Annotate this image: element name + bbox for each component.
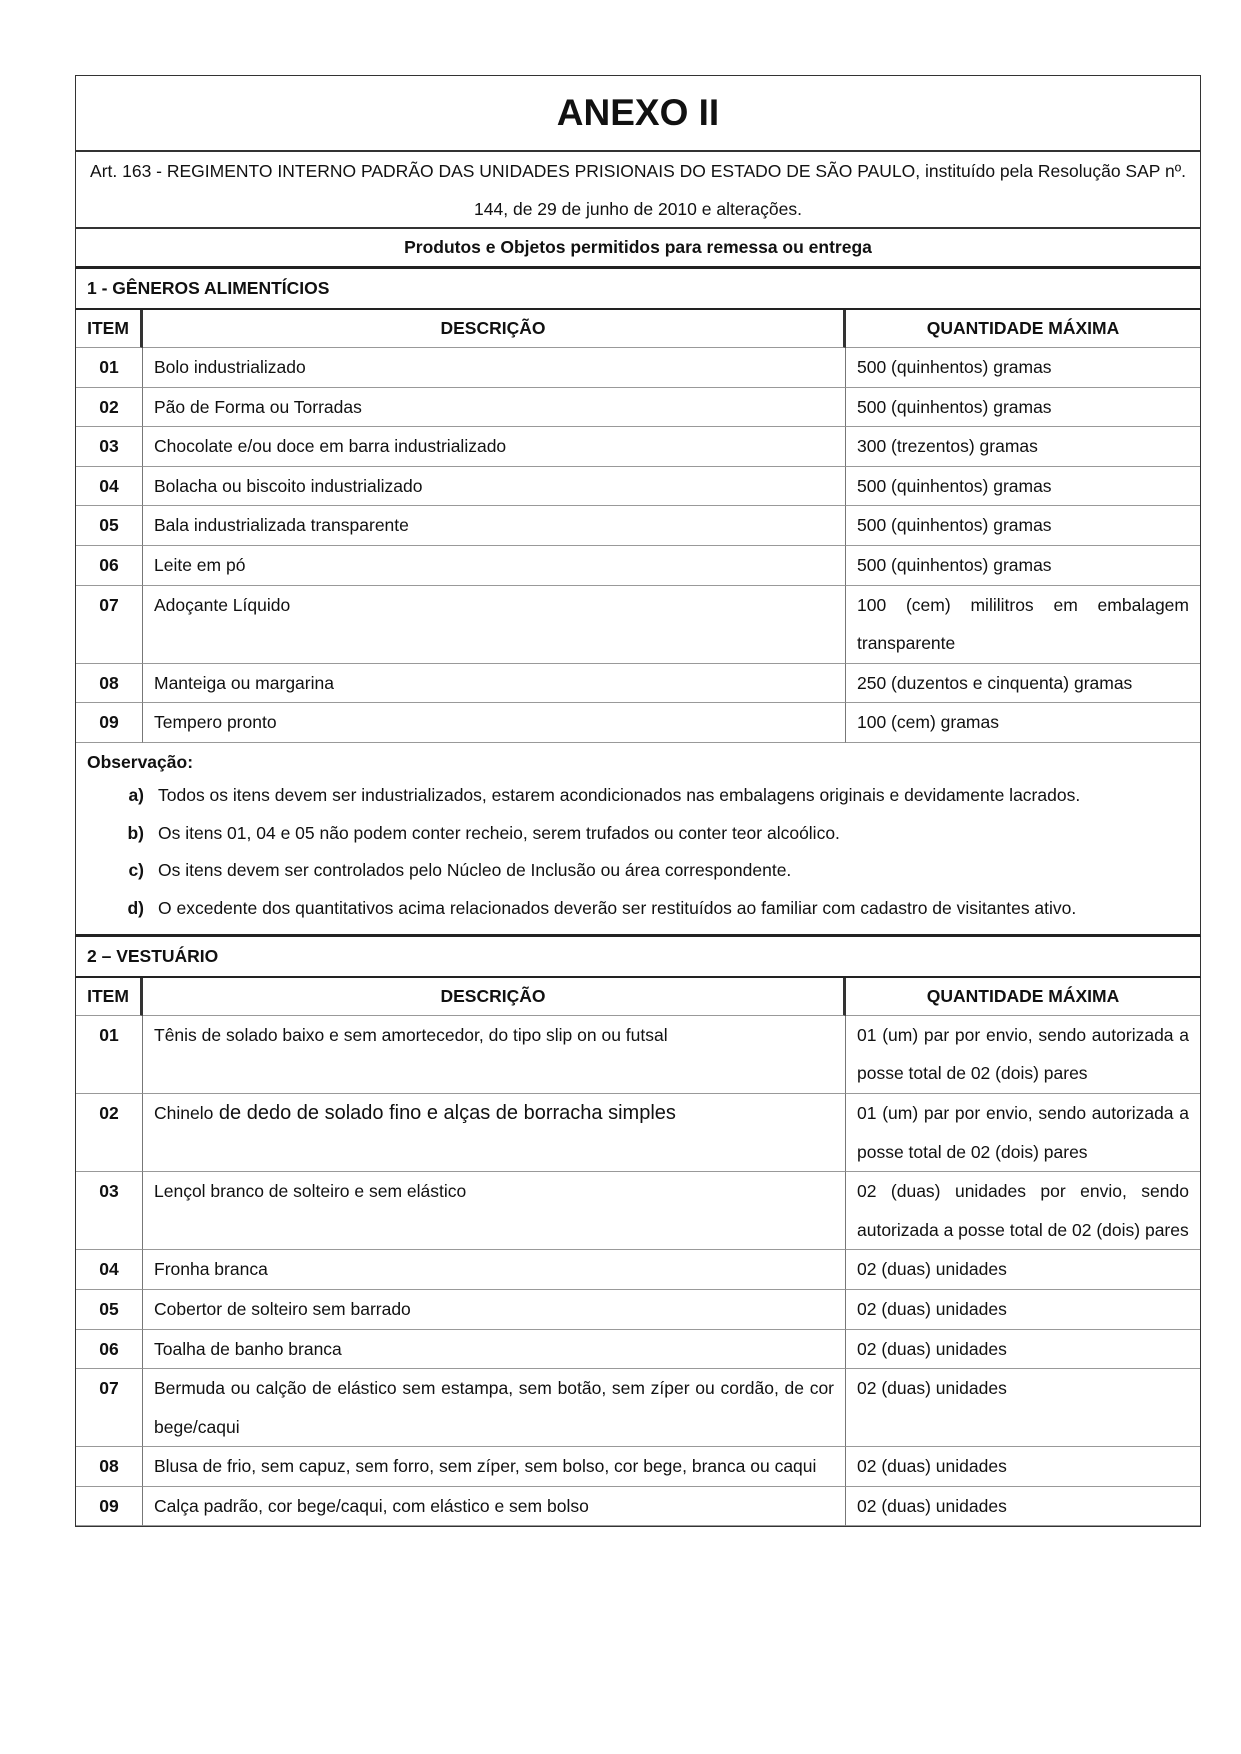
item-description: Bala industrializada transparente <box>143 506 846 546</box>
legal-reference: Art. 163 - REGIMENTO INTERNO PADRÃO DAS UNIDADES PRISIONAIS DO ESTADO DE SÃO PAULO, instituído pela Resolução SAP nº. 144, de 29 de junho de 2010 e alterações. <box>75 152 1201 229</box>
item-number: 01 <box>76 348 143 388</box>
item-description: Blusa de frio, sem capuz, sem forro, sem zíper, sem bolso, cor bege, branca ou caqui <box>143 1447 846 1487</box>
observation-letter: d) <box>127 898 144 919</box>
item-number: 04 <box>76 467 143 507</box>
column-header-description: DESCRIÇÃO <box>143 310 846 348</box>
item-number: 02 <box>76 1094 143 1172</box>
observation-letter: b) <box>127 822 144 843</box>
item-description: Chocolate e/ou doce em barra industrializado <box>143 427 846 467</box>
clothing-table-body <box>75 1016 1201 1527</box>
observation-text: Todos os itens devem ser industrializados, estarem acondicionados nas embalagens originais e devidamente lacrados. <box>158 784 1081 805</box>
observation-title: Observação: <box>87 751 194 772</box>
column-header-quantity: QUANTIDADE MÁXIMA <box>846 978 1200 1016</box>
item-quantity: 500 (quinhentos) gramas <box>846 506 1200 546</box>
item-number: 09 <box>76 703 143 743</box>
column-header-item: ITEM <box>76 978 143 1016</box>
item-number: 08 <box>76 1447 143 1487</box>
observation-text: Os itens 01, 04 e 05 não podem conter recheio, serem trufados ou conter teor alcoólico. <box>158 822 840 843</box>
item-quantity: 500 (quinhentos) gramas <box>846 388 1200 428</box>
column-header-description: DESCRIÇÃO <box>143 978 846 1016</box>
item-number: 06 <box>76 1330 143 1370</box>
item-number: 07 <box>76 1369 143 1447</box>
observation-box <box>75 743 1201 937</box>
item-description: Leite em pó <box>143 546 846 586</box>
item-number: 05 <box>76 506 143 546</box>
item-quantity: 500 (quinhentos) gramas <box>846 348 1200 388</box>
item-quantity: 02 (duas) unidades <box>846 1290 1200 1330</box>
observation-text: Os itens devem ser controlados pelo Núcleo de Inclusão ou área correspondente. <box>158 860 792 881</box>
item-description: Tênis de solado baixo e sem amortecedor, do tipo slip on ou futsal <box>143 1016 846 1094</box>
item-description: Cobertor de solteiro sem barrado <box>143 1290 846 1330</box>
item-description: Manteiga ou margarina <box>143 664 846 704</box>
item-description: Fronha branca <box>143 1250 846 1290</box>
item-quantity: 02 (duas) unidades por envio, sendo autorizada a posse total de 02 (dois) pares <box>846 1172 1200 1250</box>
section-title-food: 1 - GÊNEROS ALIMENTÍCIOS <box>75 269 1201 310</box>
item-quantity: 300 (trezentos) gramas <box>846 427 1200 467</box>
item-description: Lençol branco de solteiro e sem elástico <box>143 1172 846 1250</box>
item-quantity: 500 (quinhentos) gramas <box>846 467 1200 507</box>
item-quantity: 01 (um) par por envio, sendo autorizada a posse total de 02 (dois) pares <box>846 1016 1200 1094</box>
document <box>75 75 1201 1527</box>
item-description: Tempero pronto <box>143 703 846 743</box>
item-description-part: de dedo de solado fino e alças de borracha simples <box>213 1101 676 1124</box>
observation-text: O excedente dos quantitativos acima relacionados deverão ser restituídos ao familiar com cadastro de visitantes ativo. <box>158 898 1077 919</box>
observation-letter: a) <box>128 784 144 805</box>
observation-item <box>87 815 1189 853</box>
item-quantity: 01 (um) par por envio, sendo autorizada a posse total de 02 (dois) pares <box>846 1094 1200 1172</box>
item-number: 03 <box>76 1172 143 1250</box>
item-quantity: 500 (quinhentos) gramas <box>846 546 1200 586</box>
item-number: 09 <box>76 1487 143 1527</box>
item-number: 01 <box>76 1016 143 1094</box>
item-quantity: 100 (cem) mililitros em embalagem transparente <box>846 586 1200 664</box>
item-number: 04 <box>76 1250 143 1290</box>
item-quantity: 02 (duas) unidades <box>846 1369 1200 1447</box>
item-description: Pão de Forma ou Torradas <box>143 388 846 428</box>
food-table-body <box>75 348 1201 743</box>
item-quantity: 100 (cem) gramas <box>846 703 1200 743</box>
item-description: Calça padrão, cor bege/caqui, com elástico e sem bolso <box>143 1487 846 1527</box>
document-title: ANEXO II <box>75 75 1201 152</box>
item-quantity: 250 (duzentos e cinquenta) gramas <box>846 664 1200 704</box>
item-description: Bolacha ou biscoito industrializado <box>143 467 846 507</box>
observation-item <box>87 890 1189 928</box>
column-header-quantity: QUANTIDADE MÁXIMA <box>846 310 1200 348</box>
item-description: Toalha de banho branca <box>143 1330 846 1370</box>
item-description: Adoçante Líquido <box>143 586 846 664</box>
section-title-clothing: 2 – VESTUÁRIO <box>75 937 1201 978</box>
table-header <box>75 310 1201 348</box>
item-number: 08 <box>76 664 143 704</box>
item-quantity: 02 (duas) unidades <box>846 1487 1200 1527</box>
item-description-part: Chinelo <box>154 1102 214 1123</box>
table-header <box>75 978 1201 1016</box>
observation-letter: c) <box>128 860 144 881</box>
item-number: 06 <box>76 546 143 586</box>
item-quantity: 02 (duas) unidades <box>846 1250 1200 1290</box>
item-number: 07 <box>76 586 143 664</box>
item-description <box>143 1094 846 1172</box>
item-number: 05 <box>76 1290 143 1330</box>
item-number: 02 <box>76 388 143 428</box>
item-description: Bolo industrializado <box>143 348 846 388</box>
item-quantity: 02 (duas) unidades <box>846 1330 1200 1370</box>
observation-item <box>87 777 1189 815</box>
item-quantity: 02 (duas) unidades <box>846 1447 1200 1487</box>
document-subtitle: Produtos e Objetos permitidos para remessa ou entrega <box>75 229 1201 269</box>
column-header-item: ITEM <box>76 310 143 348</box>
observation-item <box>87 852 1189 890</box>
item-description: Bermuda ou calção de elástico sem estampa, sem botão, sem zíper ou cordão, de cor bege/caqui <box>143 1369 846 1447</box>
item-number: 03 <box>76 427 143 467</box>
